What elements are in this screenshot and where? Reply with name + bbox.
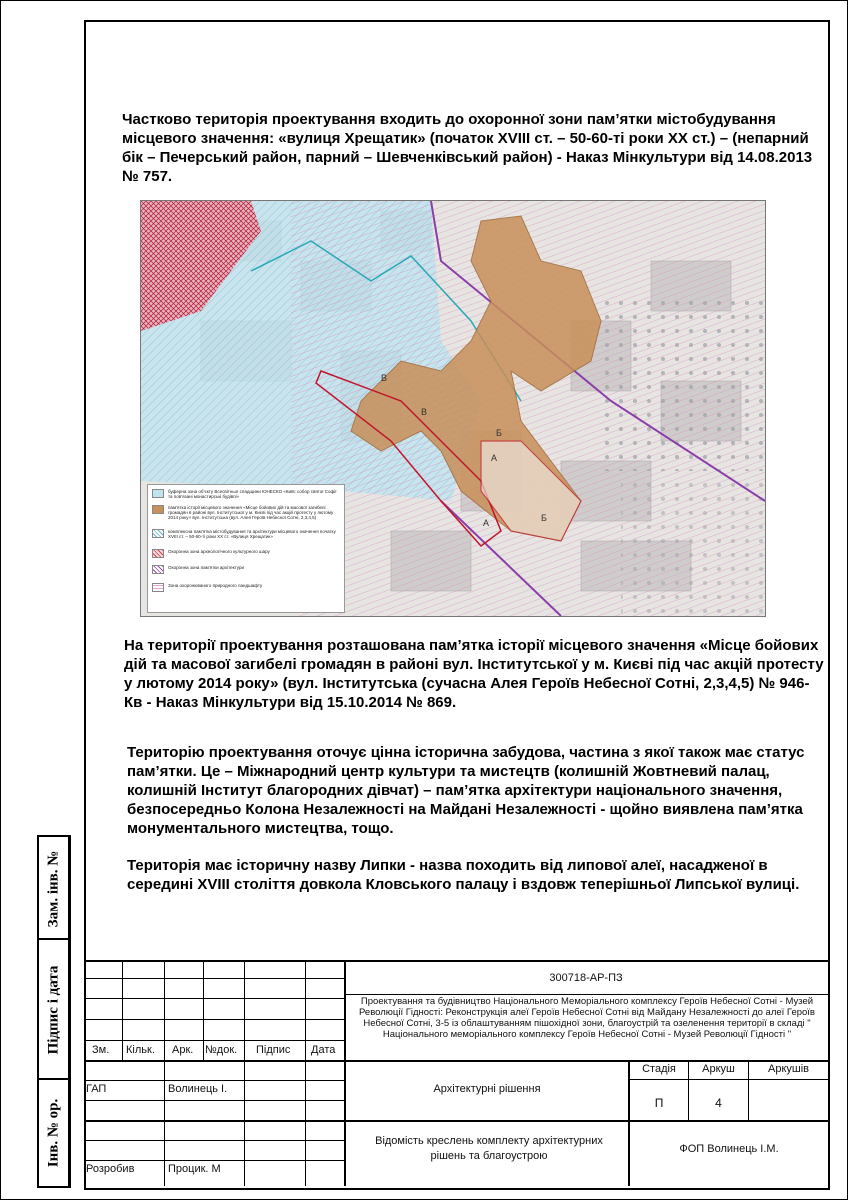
side-label-inv-or: Інв. № ор.	[45, 1098, 62, 1168]
header-data: Дата	[311, 1044, 336, 1056]
label-stadiia: Стадія	[642, 1063, 676, 1075]
label-arkush: Аркуш	[702, 1063, 735, 1075]
legend-label: буферна зона об’єкту Всесвітньої спадщини ЮНЕСКО «Київ: собор святої Софії та пов’язані монастирські будівлі»	[168, 489, 337, 499]
zone-label: Б	[496, 428, 502, 438]
label-arkushiv: Аркушів	[767, 1063, 809, 1075]
sheet-title: Відомість креслень комплекту архітектурних рішень та благоустрою	[375, 1135, 603, 1162]
company-name: ФОП Волинець І.М.	[679, 1143, 779, 1155]
project-title: Проектування та будівництво Національного Меморіального комплексу Героїв Небесної Сотні - Музей Революції Гідності: Реконструкція алеї Героїв Небесної Сотні від Майдану Незалежності до алеї Героїв Небесної Сотні, 3-5 із облаштуванням пішохідної зони, благоустрій та озеленення території в складі " Національного меморіального комплексу Героїв Небесної Сотні - Музей Революції Гідності "	[359, 996, 815, 1040]
legend-swatch	[152, 529, 164, 538]
paragraph-lypky-name: Територія має історичну назву Липки - назва походить від липової алеї, насадженої в середині XVIII століття довкола Кловського палацу і вздовж теперішньої Липської вулиці.	[127, 857, 800, 893]
legend-swatch	[152, 489, 164, 498]
side-label-zam-inv: Зам. інв. №	[45, 850, 62, 927]
legend-label: Зона охоронюваного природного ландшафту	[168, 583, 263, 588]
zone-label: В	[381, 373, 388, 383]
document-code: 300718-АР-ПЗ	[549, 972, 623, 984]
header-ark: Арк.	[172, 1044, 194, 1056]
legend-swatch	[152, 505, 164, 514]
zone-label: А	[491, 453, 498, 463]
side-stamp-inv-or	[37, 1078, 71, 1188]
side-stamp-blank	[68, 1080, 85, 1186]
legend-label: Охоронна зона пам’ятки архітектури	[168, 565, 244, 570]
header-zm: Зм.	[92, 1044, 110, 1056]
legend-swatch	[152, 565, 164, 574]
section-title: Архітектурні рішення	[433, 1083, 541, 1095]
side-stamp-pidpys	[37, 938, 71, 1080]
legend-swatch	[152, 549, 164, 558]
legend-label: Охоронна зона археологічного культурного шару	[168, 549, 270, 554]
legend-label: комплексна пам’ятка містобудування та архітектури місцевого значення початку XVIII ст. – 50-60-ті роки XX ст. «Вулиця Хрещатик»	[168, 529, 336, 539]
paragraph-surrounding-buildings: Територію проектування оточує цінна історична забудова, частина з якої також має статус пам’ятки. Це – Міжнародний центр культури та мистецтв (колишній Жовтневий палац, колишній Інститут благородних дівчат) – пам’ятка архітектури національного значення, безпосередньо Колона Незалежності на Майдані Незалежності - щойно виявлена пам’ятка монументального мистецтва, тощо.	[127, 744, 805, 837]
side-stamp-zam-inv	[37, 835, 71, 940]
header-ndok: №док.	[205, 1044, 238, 1056]
zone-label: Б	[541, 513, 547, 523]
paragraph-history-monument: На території проектування розташована пам’ятка історії місцевого значення «Місце бойових дій та масової загибелі громадян в районі вул. Інститутської у м. Києві під час акцій протесту у лютому 2014 року» (вул. Інститутська (сучасна Алея Героїв Небесної Сотні, 2,3,4,5) № 946-Кв - Наказ Мінкультури від 15.10.2014 № 869.	[124, 637, 824, 711]
legend-label: пам’ятка історії місцевого значення «Місце бойових дій та масової загибелі громадян в районі вул. Інститутської у м. Києві під час акцій протесту у лютому 2014 року» вул. Інститутська (вул. Алея Героїв Небесної Сотні, 2,3,4,5)	[168, 505, 334, 520]
header-kilk: Кільк.	[126, 1044, 155, 1056]
map-legend	[147, 484, 345, 613]
value-arkush: 4	[715, 1096, 722, 1110]
header-pidpys: Підпис	[256, 1044, 291, 1056]
side-stamp-blank	[68, 837, 85, 940]
name-gap: Волинець І.	[168, 1083, 228, 1095]
role-rozrobyv: Розробив	[86, 1163, 135, 1175]
side-label-pidpys: Підпис і дата	[45, 965, 62, 1055]
side-stamp-blank	[68, 940, 85, 1080]
zone-label: А	[483, 518, 490, 528]
name-rozrobyv: Процик. М	[168, 1163, 221, 1175]
value-stadiia: П	[654, 1096, 664, 1110]
paragraph-protection-zone: Частково територія проектування входить до охоронної зони пам’ятки містобудування місцевого значення: «вулиця Хрещатик» (початок XVIII ст. – 50-60-ті роки XX ст.) – (непарний бік – Печерський район, парний – Шевченківський район) - Наказ Мінкультури від 14.08.2013 № 757.	[122, 111, 813, 185]
heritage-zones-map	[140, 200, 766, 617]
role-gap: ГАП	[86, 1083, 107, 1095]
zone-label: В	[421, 407, 428, 417]
legend-swatch	[152, 583, 164, 592]
